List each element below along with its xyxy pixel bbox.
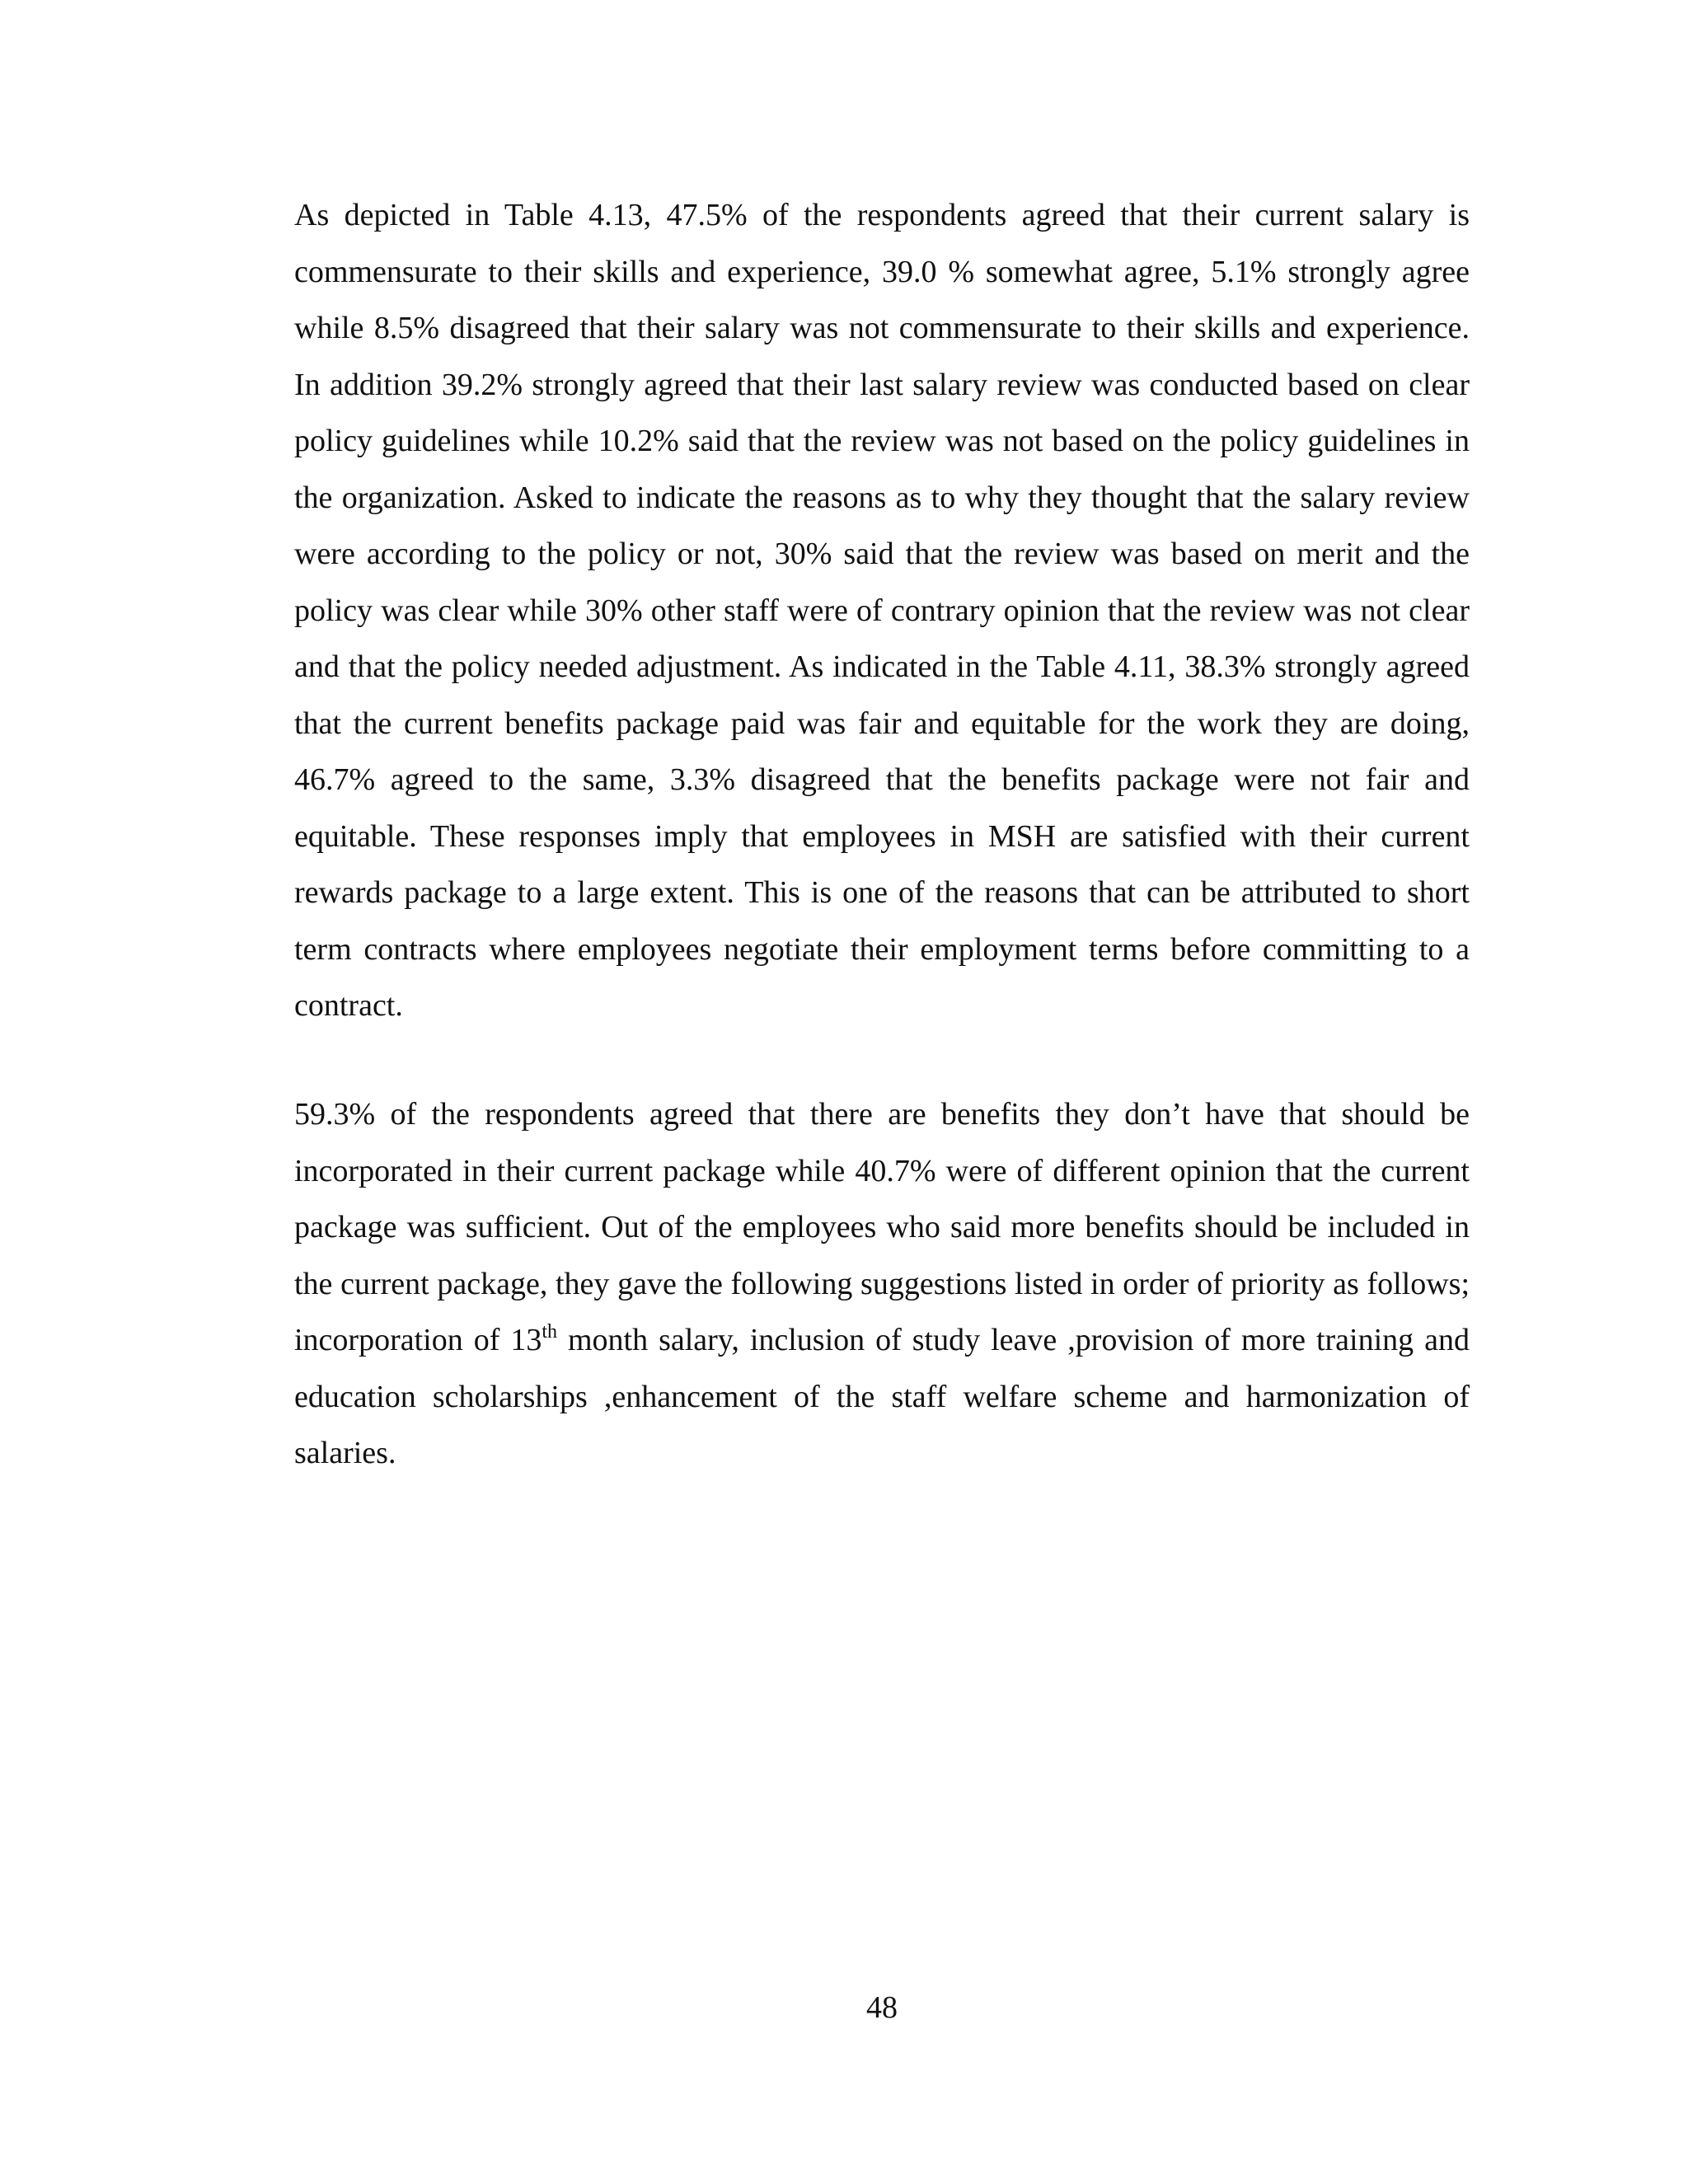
body-paragraph-1: [294, 187, 1470, 1034]
paragraph-text-end: month salary, inclusion of study leave ,provision of more training and education scholarships ,enhancement of the staff welfare scheme and harmonization of salaries.: [294, 1323, 1470, 1470]
paragraph-text: As depicted in Table 4.13, 47.5% of the respondents agreed that their current salary is commensurate to their skills and experience, 39.0 % somewhat agree, 5.1% strongly agree while 8.5% disagreed that their salary was not commensurate to their skills and experience. In addition 39.2% strongly agreed that their last salary review was conducted based on clear policy guidelines while 10.2% said that the review was not based on the policy guidelines in the organization. Asked to indicate the reasons as to why they thought that the salary review were according to the policy or not, 30% said that the review was based on merit and the policy was clear while 30% other staff were of contrary opinion that the review was not clear and that the policy needed adjustment. As indicated in the Table 4.11, 38.3% strongly agreed that the current benefits package paid was fair and equitable for the work they are doing, 46.7% agreed to the same, 3.3% disagreed that the benefits package were not fair and equitable. These responses imply that employees in MSH are satisfied with their current rewards package to a large extent. This is one of the reasons that can be attributed to short term contracts where employees negotiate their employment terms before committing to a contract.: [294, 198, 1470, 1023]
body-paragraph-2: [294, 1086, 1470, 1482]
page-number: 48: [866, 1990, 898, 2025]
paragraph-text: [294, 1086, 1470, 1482]
ordinal-superscript: th: [542, 1321, 557, 1343]
paragraph-text-start: 59.3% of the respondents agreed that there are benefits they don’t have that should be incorporated in their current package while 40.7% were of different opinion that the current package was sufficient. Out of the employees who said more benefits should be included in the current package, they gave the following suggestions listed in order of priority as follows; incorporation of 13: [294, 1097, 1470, 1357]
